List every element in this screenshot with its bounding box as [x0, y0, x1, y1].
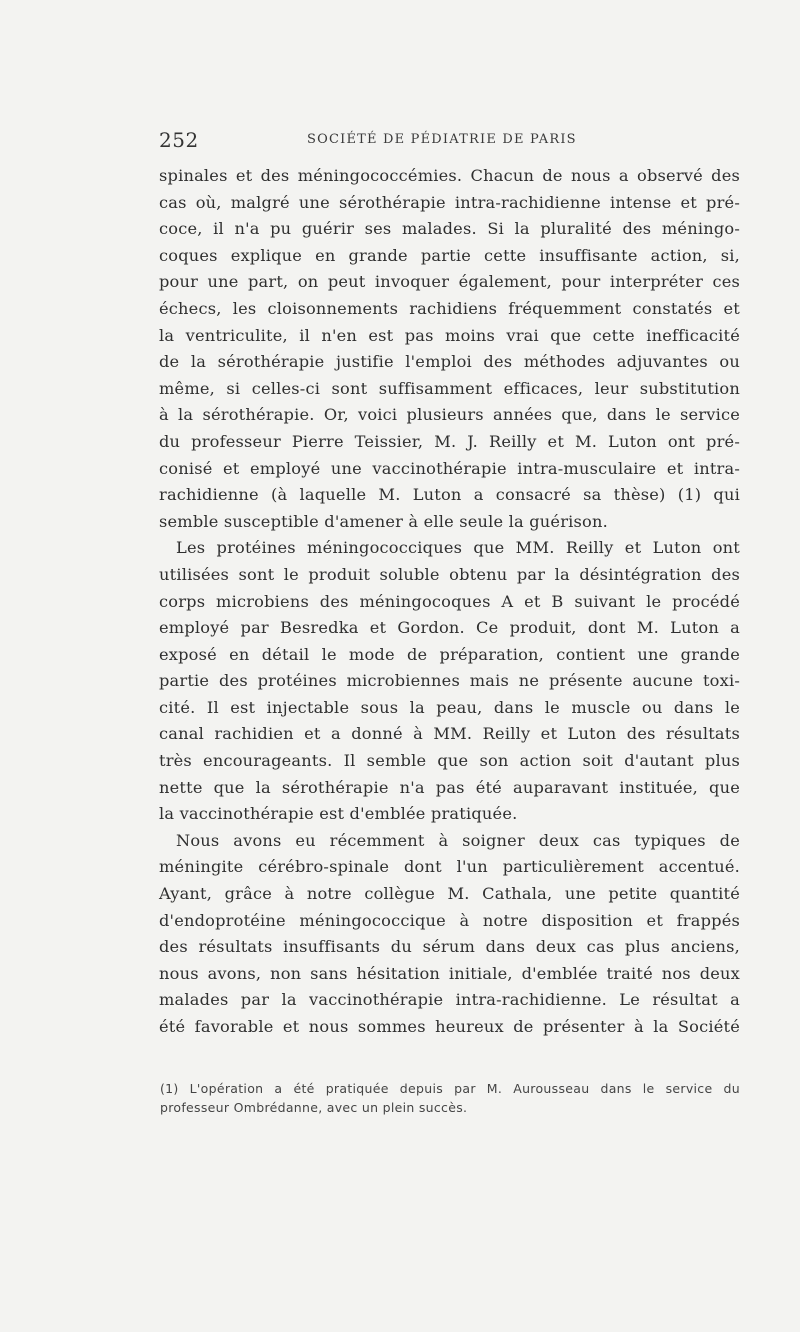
paragraph: [159, 535, 740, 828]
running-title: SOCIÉTÉ DE PÉDIATRIE DE PARIS: [307, 132, 577, 147]
text-line: la vaccinothérapie est d'emblée pratiquée.: [159, 804, 518, 824]
text-line: échecs, les cloisonnements rachidiens fréquemment constatés et: [159, 298, 740, 318]
text-line: d'endoprotéine méningococcique à notre disposition et frappés: [159, 910, 740, 930]
footnote: [160, 1079, 740, 1117]
paragraph: [159, 163, 740, 535]
text-line: nette que la sérothérapie n'a pas été auparavant instituée, que: [159, 777, 740, 797]
text-line: très encourageants. Il semble que son action soit d'autant plus: [159, 751, 740, 771]
text-line: la ventriculite, il n'en est pas moins vrai que cette inefficacité: [159, 325, 740, 345]
text-line: spinales et des méningococcémies. Chacun de nous a observé des: [159, 166, 740, 185]
text-line: à la sérothérapie. Or, voici plusieurs années que, dans le service: [159, 405, 740, 425]
text-line: du professeur Pierre Teissier, M. J. Reilly et M. Luton ont pré-: [159, 431, 740, 451]
text-line: méningite cérébro-spinale dont l'un particulièrement accentué.: [159, 857, 740, 877]
paragraph: [159, 828, 740, 1041]
text-line: employé par Besredka et Gordon. Ce produit, dont M. Luton a: [159, 618, 740, 638]
text-line: des résultats insuffisants du sérum dans deux cas plus anciens,: [159, 937, 740, 957]
text-line: pour une part, on peut invoquer également, pour interpréter ces: [159, 272, 740, 292]
footnote-line: (1) L'opération a été pratiquée depuis par M. Aurousseau dans le service du: [160, 1081, 740, 1096]
text-line: cité. Il est injectable sous la peau, dans le muscle ou dans le: [159, 697, 740, 717]
text-line: cas où, malgré une sérothérapie intra-rachidienne intense et pré-: [159, 192, 740, 212]
text-line: exposé en détail le mode de préparation, contient une grande: [159, 644, 740, 664]
text-line: de la sérothérapie justifie l'emploi des méthodes adjuvantes ou: [159, 352, 740, 372]
text-line: coce, il n'a pu guérir ses malades. Si la pluralité des méningo-: [159, 219, 740, 239]
text-line: semble susceptible d'amener à elle seule la guérison.: [159, 511, 608, 531]
text-line: partie des protéines microbiennes mais ne présente aucune toxi-: [159, 671, 740, 691]
text-line: utilisées sont le produit soluble obtenu par la désintégration des: [159, 564, 740, 584]
text-line: conisé et employé une vaccinothérapie intra-musculaire et intra-: [159, 458, 740, 478]
text-line: coques explique en grande partie cette insuffisante action, si,: [159, 245, 740, 265]
text-line: rachidienne (à laquelle M. Luton a consacré sa thèse) (1) qui: [159, 485, 740, 505]
text-line: Nous avons eu récemment à soigner deux cas typiques de: [176, 830, 740, 850]
text-line: corps microbiens des méningocoques A et B suivant le procédé: [159, 591, 740, 611]
text-line: canal rachidien et a donné à MM. Reilly et Luton des résultats: [159, 724, 740, 744]
page-number: 252: [159, 128, 199, 152]
page-header: [159, 128, 739, 158]
text-line: malades par la vaccinothérapie intra-rachidienne. Le résultat a: [159, 990, 740, 1010]
text-line: été favorable et nous sommes heureux de présenter à la Société: [159, 1017, 740, 1036]
text-line: nous avons, non sans hésitation initiale, d'emblée traité nos deux: [159, 963, 740, 983]
text-line: Les protéines méningococciques que MM. Reilly et Luton ont: [176, 538, 740, 558]
body-text: [159, 163, 740, 1041]
text-line: Ayant, grâce à notre collègue M. Cathala, une petite quantité: [159, 884, 740, 904]
text-line: même, si celles-ci sont suffisamment efficaces, leur substitution: [159, 378, 740, 398]
footnote-line: professeur Ombrédanne, avec un plein succès.: [160, 1100, 468, 1115]
